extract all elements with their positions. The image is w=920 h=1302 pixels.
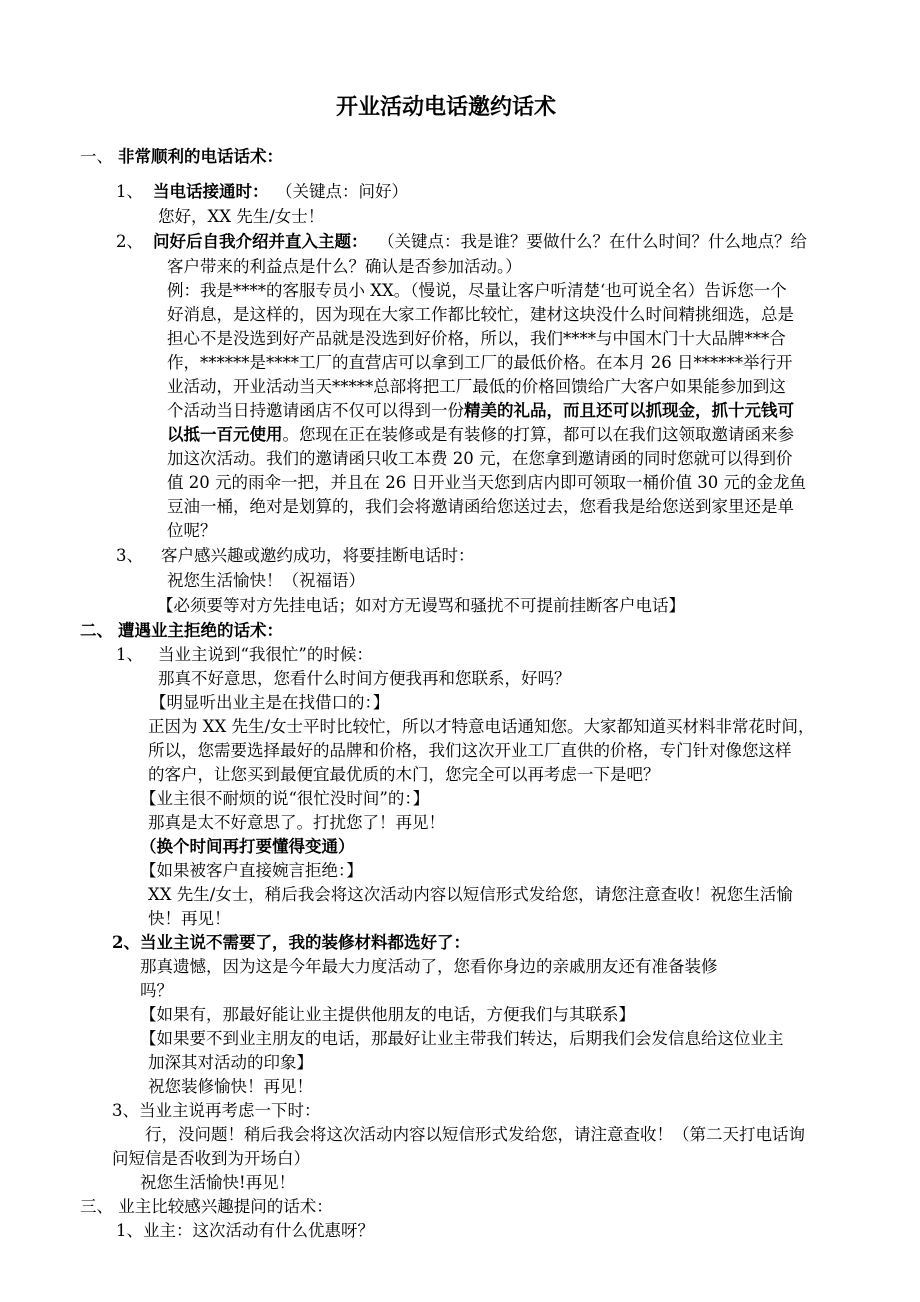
- s1-item-3-note: 【必须要等对方先挂电话；如对方无谩骂和骚扰不可提前挂断客户电话】: [157, 596, 685, 615]
- s2-item-2-line: 加深其对活动的印象】: [148, 1053, 313, 1072]
- s1-example-line: 加这次活动。我们的邀请函只收工本费 20 元，在您拿到邀请函的同时您就可以得到价: [167, 449, 793, 468]
- s2-item-2-line: 祝您装修愉快！再见！: [148, 1077, 313, 1096]
- s2-item-1-line: （换个时间再打要懂得变通）: [140, 837, 355, 856]
- s1-example-line: [167, 424, 794, 446]
- s1-example-line: 担心不是没选到好产品就是没选到好价格，所以，我们****与中国木门十大品牌***合: [167, 329, 786, 348]
- example-text: 个活动当日持邀请函店不仅可以得到一份: [167, 401, 464, 420]
- s1-item-3-label: 客户感兴趣或邀约成功，将要挂断电话时：: [161, 546, 475, 565]
- s2-item-1-line: 【明显听出业主是在找借口的：】: [150, 693, 390, 712]
- s2-item-3-label: 3、当业主说再考虑一下时：: [112, 1101, 321, 1120]
- example-emphasis: 精美的礼品，而且还可以抓现金，抓十元钱可: [464, 401, 794, 420]
- s1-example-line: 好消息，是这样的，因为现在大家工作都比较忙，建材这块没什么时间精挑细选，总是: [167, 305, 794, 324]
- section-1-heading: 非常顺利的电话话术：: [118, 147, 283, 166]
- s1-item-2-label: 问好后自我介绍并直入主题：: [153, 232, 368, 251]
- s2-item-2-line: 那真遗憾，因为这是今年最大力度活动了，您看你身边的亲戚朋友还有准备装修: [140, 957, 718, 976]
- s2-item-2-line: 【如果有，那最好能让业主提供他朋友的电话，方便我们与其联系】: [140, 1005, 635, 1024]
- s2-item-1-line: 【如果被客户直接婉言拒绝：】: [140, 861, 363, 880]
- s1-example-line: 例：我是****的客服专员小 XX。（慢说，尽量让客户听清楚‘也可说全名）告诉您一个: [167, 281, 787, 300]
- s2-item-1-line: 的客户，让您买到最便宜最优质的木门，您完全可以再考虑一下是吧？: [148, 765, 660, 784]
- s2-item-2-line: 【如果要不到业主朋友的电话，那最好让业主带我们转达，后期我们会发信息给这位业主: [140, 1029, 784, 1048]
- s1-example-line: 作，******是****工厂的直营店可以拿到工厂的最低价格。在本月 26 日******举行开: [167, 353, 793, 372]
- s2-item-1-line: 那真是太不好意思了。打扰您了！再见！: [148, 813, 445, 832]
- section-2-number: 二、: [80, 621, 113, 640]
- s2-item-3-line: 问短信是否收到为开场白）: [112, 1149, 310, 1168]
- s1-item-2-note-cont: 客户带来的利益点是什么？确认是否参加活动。）: [167, 257, 522, 276]
- s2-item-1-line: 正因为 XX 先生/女士平时比较忙，所以才特意电话通知您。大家都知道买材料非常花时间，: [148, 717, 815, 736]
- s1-example-line: 位呢？: [167, 521, 217, 540]
- s1-item-1-note: （关键点：问好）: [276, 182, 408, 201]
- s1-example-line: [167, 400, 794, 422]
- s1-example-line: 业活动，开业活动当天*****总部将把工厂最低的价格回馈给广大客户如果能参加到这: [167, 377, 786, 396]
- s2-item-1-line: 那真不好意思，您看什么时间方便我再和您联系，好吗？: [158, 669, 571, 688]
- s1-item-3-line: 祝您生活愉快！（祝福语）: [167, 571, 365, 590]
- s2-item-1-number: 1、: [116, 645, 143, 664]
- s2-item-1-line: 【业主很不耐烦的说“很忙没时间”的：】: [140, 789, 430, 808]
- s1-item-2-number: 2、: [116, 232, 143, 251]
- s1-example-line: 值 20 元的雨伞一把，并且在 26 日开业当天您到店内即可领取一桶价值 30 元的金龙鱼: [167, 473, 806, 492]
- s2-item-2-line: 吗？: [140, 981, 173, 1000]
- example-text: 。您现在正在装修或是有装修的打算，都可以在我们这领取邀请函来参: [282, 425, 794, 444]
- s2-item-2-label: 2、当业主说不需要了，我的装修材料都选好了：: [112, 933, 470, 952]
- example-emphasis: 以抵一百元使用: [167, 425, 283, 444]
- s2-item-1-line: XX 先生/女士，稍后我会将这次活动内容以短信形式发给您，请您注意查收！祝您生活愉: [148, 885, 793, 904]
- s2-item-3-line: 行，没问题！稍后我会将这次活动内容以短信形式发给您，请注意查收！（第二天打电话询: [145, 1125, 805, 1144]
- s2-item-1-line: 所以，您需要选择最好的品牌和价格，我们这次开业工厂直供的价格，专门针对像您这样: [148, 741, 792, 760]
- s2-item-3-line: 祝您生活愉快!再见！: [140, 1173, 296, 1192]
- s1-item-1-number: 1、: [116, 182, 143, 201]
- s1-item-3-number: 3、: [116, 546, 143, 565]
- section-2-heading: 遭遇业主拒绝的话术：: [118, 621, 283, 640]
- s1-item-1-greeting: 您好，XX 先生/女士！: [158, 207, 325, 226]
- s2-item-1-label: 当业主说到“我很忙”的时候：: [158, 645, 373, 664]
- s1-item-2-note: （关键点：我是谁？要做什么？在什么时间？什么地点？给: [378, 232, 807, 251]
- section-1-number: 一、: [80, 147, 113, 166]
- section-3-heading: 三、 业主比较感兴趣提问的话术：: [80, 1197, 333, 1216]
- s3-item-1: 1、业主：这次活动有什么优惠呀？: [116, 1221, 374, 1240]
- s1-example-line: 豆油一桶，绝对是划算的，我们会将邀请函给您送过去，您看我是给您送到家里还是单: [167, 497, 794, 516]
- s1-item-1-label: 当电话接通时：: [153, 182, 269, 201]
- page-title: 开业活动电话邀约话术: [336, 94, 557, 120]
- s2-item-1-line: 快！再见！: [148, 909, 231, 928]
